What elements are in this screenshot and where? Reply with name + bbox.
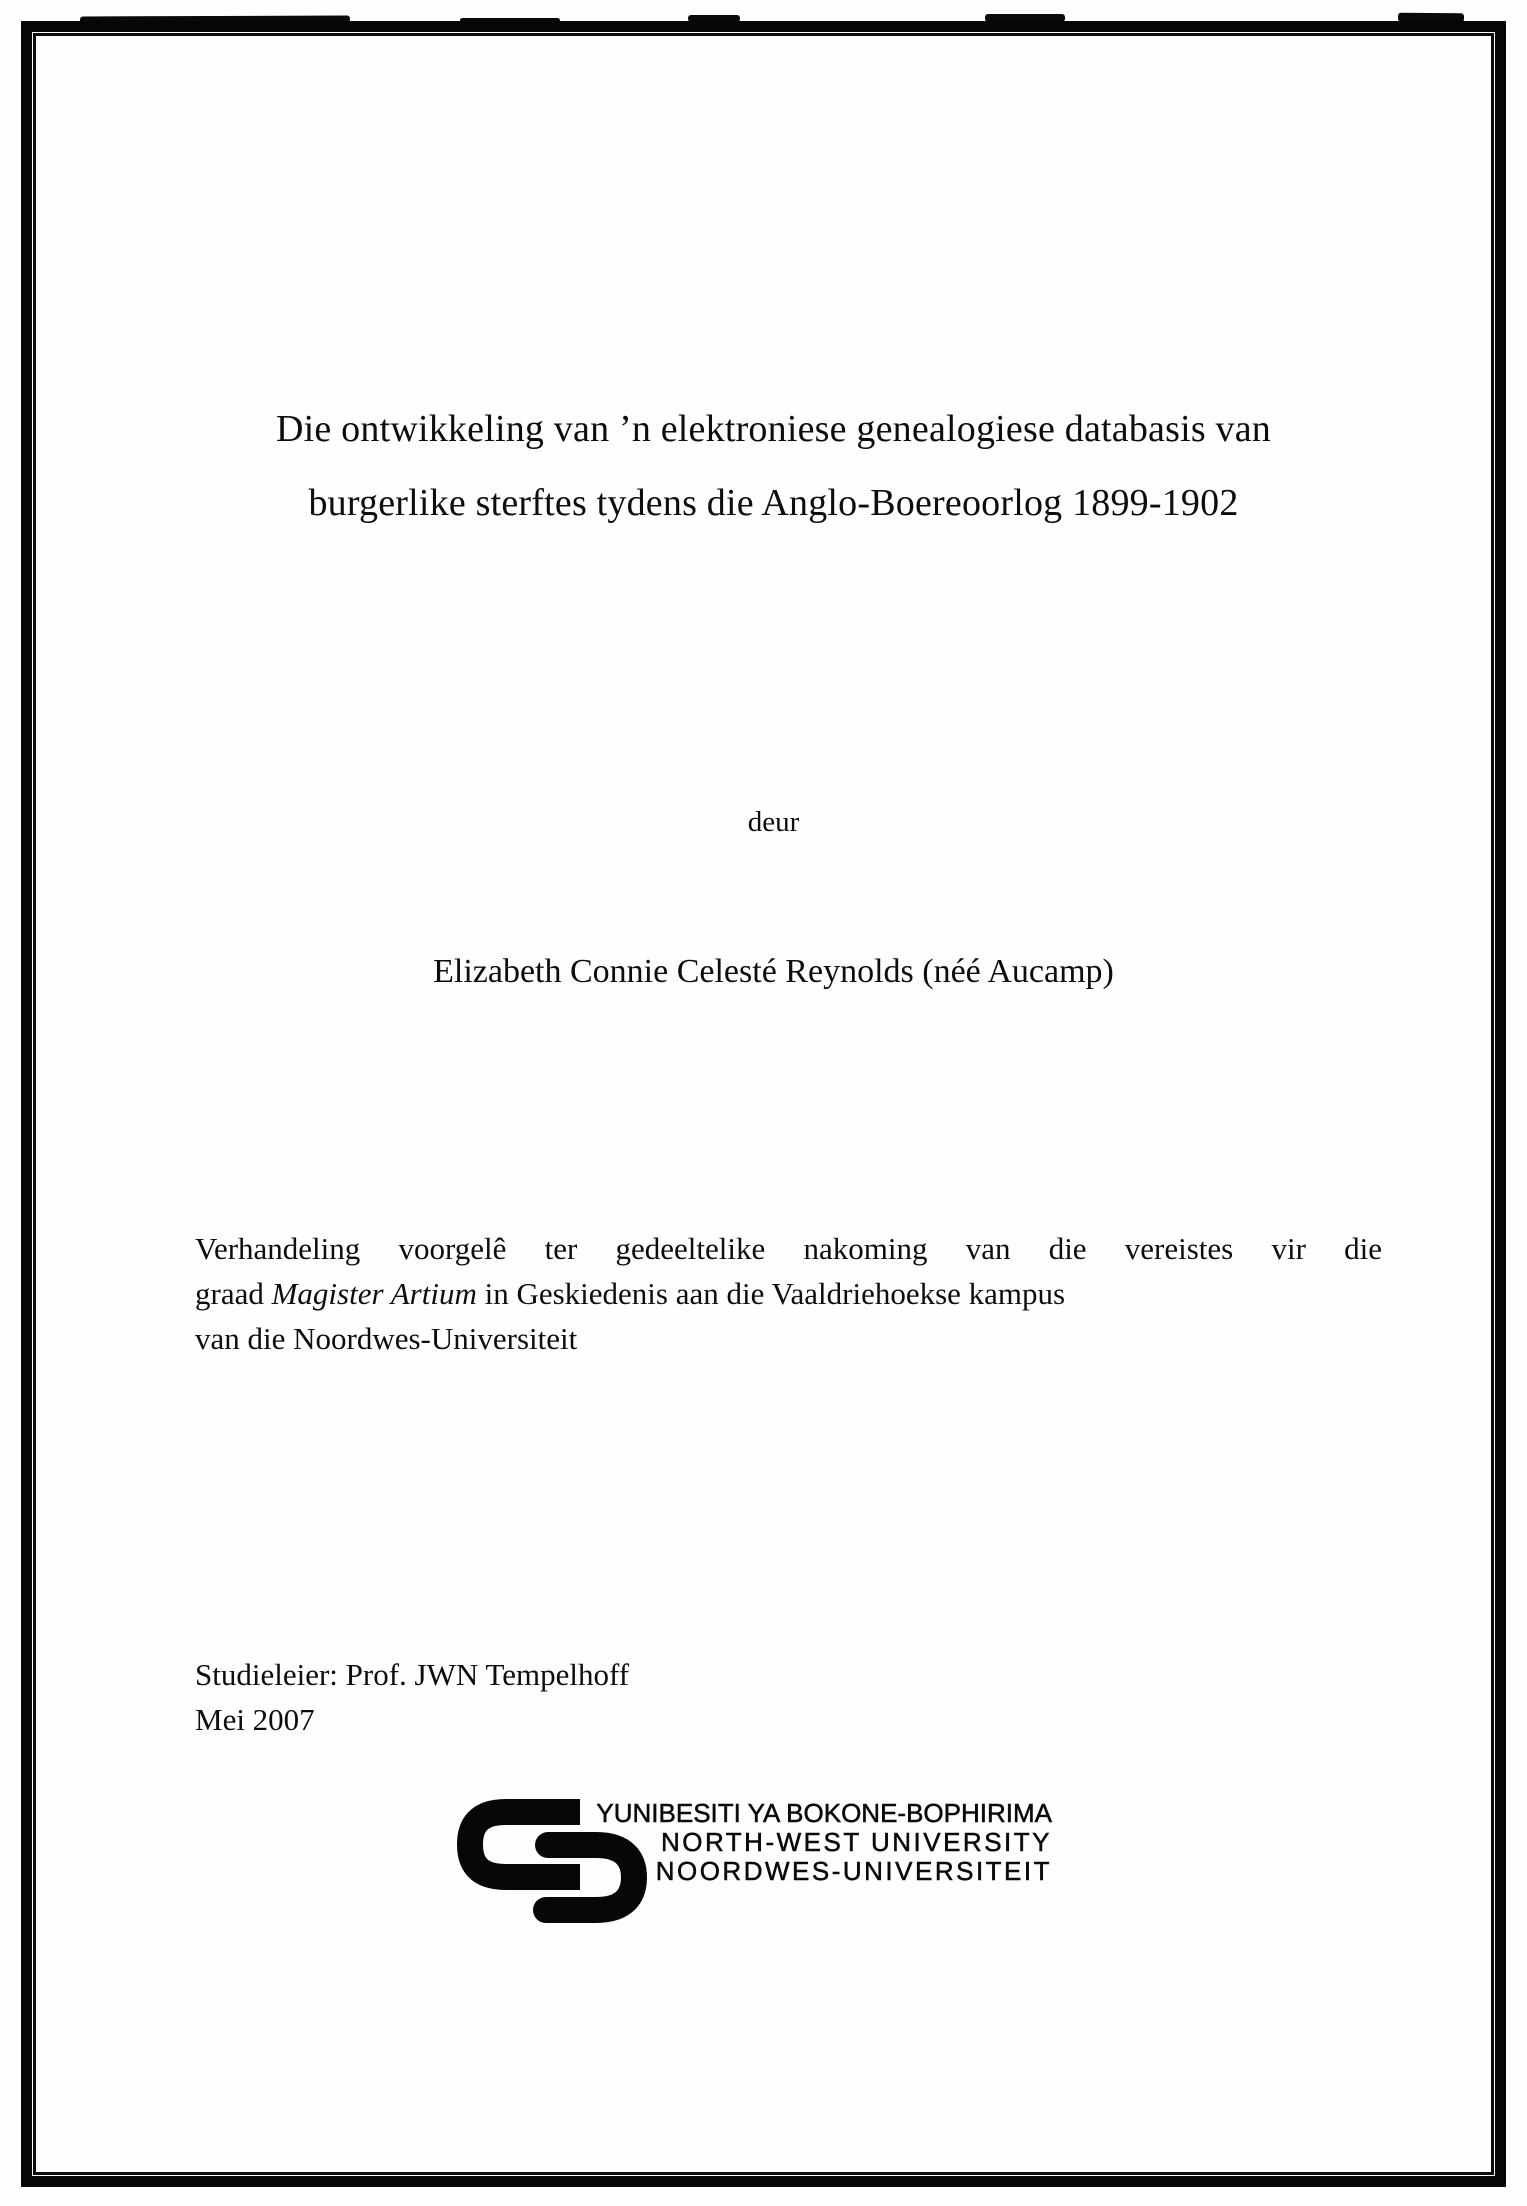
logo-line-afrikaans: NOORDWES-UNIVERSITEIT [655,1856,1052,1886]
degree-name: Magister Artium [271,1276,477,1311]
thesis-statement-line3: van die Noordwes-Universiteit [195,1321,578,1356]
byline: deur [747,806,800,838]
thesis-statement-line1: Verhandeling voorgelê ter gedeeltelike nakoming van die vereistes vir die [195,1231,1382,1266]
author-name: Elizabeth Connie Celesté Reynolds (néé Aucamp) [433,953,1114,990]
logo-line-setswana: YUNIBESITI YA BOKONE-BOPHIRIMA [596,1798,1052,1828]
statement-line2-post: in Geskiedenis aan die Vaaldriehoekse kampus [476,1276,1066,1311]
thesis-statement [195,1226,1382,1361]
university-logo-text [575,1799,1052,1886]
thesis-title-line2: burgerlike sterftes tydens die Anglo-Boereoorlog 1899-1902 [308,482,1239,524]
logo-line-english: NORTH-WEST UNIVERSITY [660,1827,1052,1857]
supervisor-line: Studieleier: Prof. JWN Tempelhoff [195,1657,630,1692]
thesis-title-line1: Die ontwikkeling van ’n elektroniese genealogiese databasis van [276,408,1271,450]
thesis-statement-line2 [195,1271,1382,1316]
supervisor-block [195,1652,629,1742]
date-line: Mei 2007 [195,1702,315,1737]
statement-line2-pre: graad [195,1276,272,1311]
thesis-title [30,392,1517,540]
